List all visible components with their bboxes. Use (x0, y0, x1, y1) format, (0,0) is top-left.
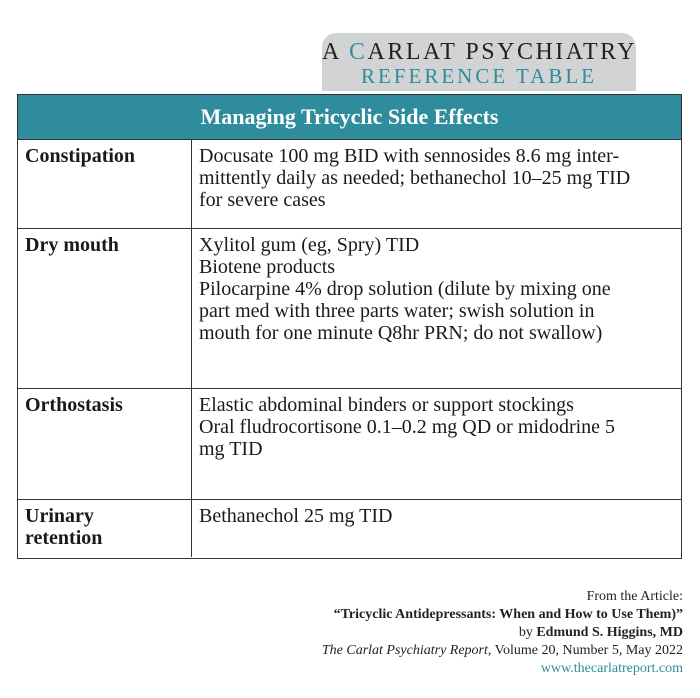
row-label: Dry mouth (18, 229, 192, 388)
row-label: Constipation (18, 140, 192, 228)
treatment-line: mouth for one minute Q8hr PRN; do not swallow) (199, 322, 603, 344)
citation-author: Edmund S. Higgins, MD (536, 625, 683, 640)
row-label-line: Urinary (25, 505, 94, 527)
treatment-line: mg TID (199, 438, 263, 460)
citation-from: From the Article: (586, 589, 683, 604)
treatment-line: Elastic abdominal binders or support stockings (199, 394, 574, 416)
table-row-constipation (18, 140, 681, 229)
banner-line1-pre: A (322, 39, 350, 65)
citation-issue: , Volume 20, Number 5, May 2022 (487, 643, 683, 658)
citation-by: by (518, 625, 537, 640)
side-effects-table (17, 94, 682, 559)
table-row-dry-mouth (18, 229, 681, 389)
table-title: Managing Tricyclic Side Effects (18, 95, 681, 140)
treatment-line: Oral fludrocortisone 0.1–0.2 mg QD or midodrine 5 (199, 416, 616, 438)
treatment-line: part med with three parts water; swish solution in (199, 300, 595, 322)
article-citation (322, 588, 683, 678)
citation-journal: The Carlat Psychiatry Report (321, 643, 488, 658)
citation-author-line (322, 624, 683, 642)
treatment-line: for severe cases (199, 189, 326, 211)
banner-line1-cap: C (349, 39, 368, 65)
row-treatment (192, 140, 681, 228)
row-label-line: retention (25, 527, 103, 549)
banner-subtitle: REFERENCE TABLE (360, 64, 598, 88)
table-row-orthostasis (18, 389, 681, 500)
row-treatment (192, 229, 681, 388)
row-label: Orthostasis (18, 389, 192, 499)
row-treatment (192, 500, 681, 557)
treatment-line: Xylitol gum (eg, Spry) TID (199, 234, 420, 256)
row-treatment (192, 389, 681, 499)
row-label (18, 500, 192, 557)
citation-article-title: “Tricyclic Antidepressants: When and How to Use Them)” (333, 607, 683, 622)
treatment-line: mittently daily as needed; bethanechol 10–25 mg TID (199, 167, 631, 189)
banner-brand-line (322, 40, 636, 64)
reference-table-banner (322, 33, 636, 91)
table-row-urinary-retention (18, 500, 681, 557)
treatment-line: Bethanechol 25 mg TID (199, 505, 393, 527)
treatment-line: Biotene products (199, 256, 336, 278)
citation-journal-line (322, 642, 683, 660)
treatment-line: Pilocarpine 4% drop solution (dilute by mixing one (199, 278, 611, 300)
banner-line1-post: ARLAT PSYCHIATRY (367, 39, 638, 65)
treatment-line: Docusate 100 mg BID with sennosides 8.6 mg inter- (199, 145, 620, 167)
citation-url-link[interactable]: www.thecarlatreport.com (540, 661, 683, 676)
